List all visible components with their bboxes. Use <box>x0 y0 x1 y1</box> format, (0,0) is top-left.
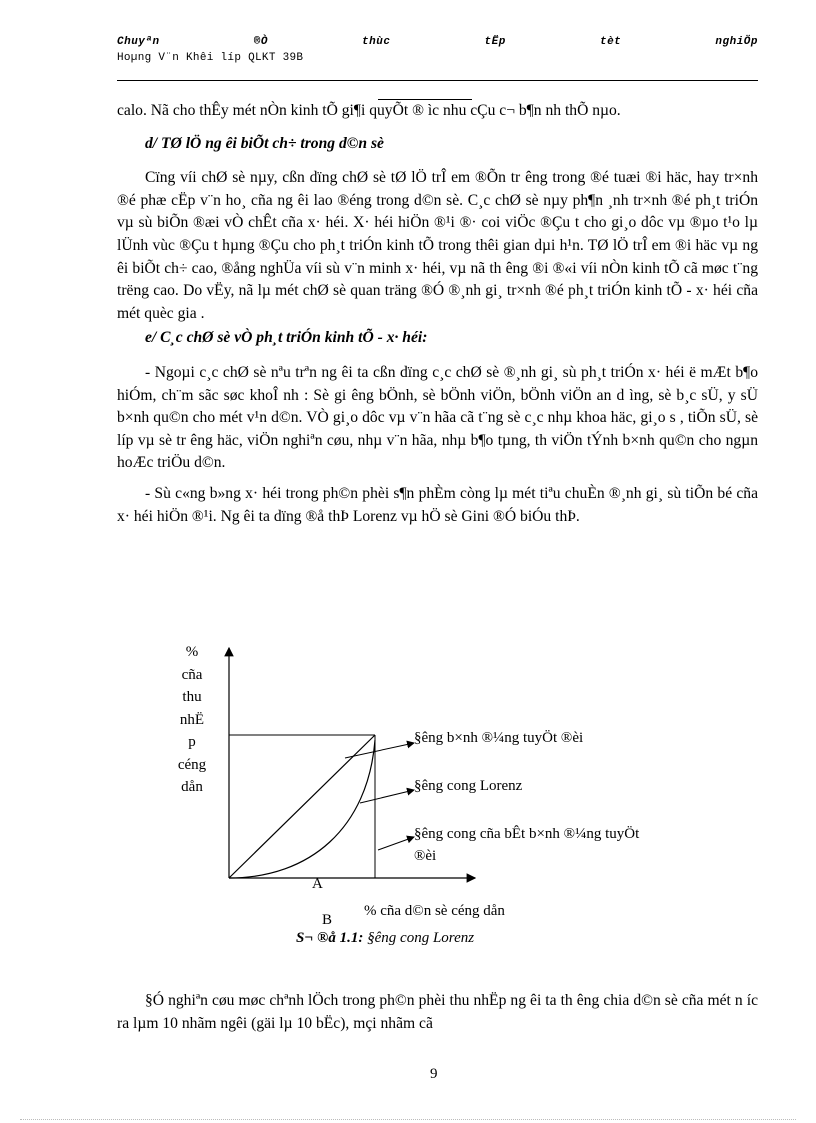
leader-arrow-lorenz <box>360 790 414 803</box>
header-word: tËp <box>484 36 506 48</box>
leader-arrow-equality <box>345 743 414 758</box>
point-b-label: B <box>322 912 333 928</box>
legend-inequality-curve-cont: ®èi <box>414 848 437 864</box>
section-heading-e: e/ C¸c chØ sè vÒ ph¸t triÓn kinh tÕ - x· héi: <box>145 329 428 347</box>
page-header <box>117 36 758 64</box>
legend-equality-line: §êng b×nh ®¼ng tuyÖt ®èi <box>414 730 584 746</box>
paragraph: calo. Nã cho thÊy mét nÒn kinh tÕ gi¶i quyÕt ® ìc nhu cÇu c¬ b¶n nh thÕ nµo. <box>117 102 621 119</box>
y-label-line: % <box>185 644 199 660</box>
section-heading-d: d/ TØ lÖ ng êi biÕt ch÷ trong d©n sè <box>145 134 384 152</box>
header-divider <box>117 80 758 81</box>
caption-text: §êng cong Lorenz <box>363 930 475 946</box>
figure-x-axis-label: % cña d©n sè céng dån <box>364 903 505 919</box>
body-text <box>117 100 758 528</box>
legend-lorenz-curve: §êng cong Lorenz <box>414 778 523 794</box>
y-label-line: p <box>188 734 196 750</box>
paragraph: Cïng víi chØ sè nµy, cßn dïng chØ sè tØ lÖ trÎ em ®Õn tr êng trong ®é tuæi ®i häc, hay tr×nh ®é phæ cËp v¨n ho¸ cña ng êi lao ®éng trong d©n sè. C¸c chØ sè nµy ph¶n ¸nh tr×nh ®é ph¸t triÓn vµ sù biÕn ®æi vÒ chÊt cña x· héi. X· héi hiÖn ®¹i ®· coi viÖc ®Çu t cho gi¸o dôc vµ ®µo t¹o lµ lÜnh vùc ®Çu t hµng ®Çu cho ph¸t triÓn kinh tÕ trong thêi gian dµi h¹n. TØ lÖ trÎ em ®i häc vµ ng êi biÕt ch÷ cao, ®ång nghÜa víi sù v¨n minh x· héi, vµ nã th êng ®i ®«i víi nÒn kinh tÕ cã møc t¨ng trëng cao. Do vËy, nã lµ mét chØ sè quan träng ®Ó ®¸nh gi¸ tr×nh ®é ph¸t triÓn kinh tÕ - x· héi cña mét quèc gia . <box>117 169 758 322</box>
figure-caption <box>296 930 474 947</box>
header-word: Chuyªn <box>117 36 160 48</box>
header-word: ®Ò <box>253 36 268 48</box>
body-text-bottom <box>117 990 758 1035</box>
legend-inequality-curve: §êng cong cña bÊt b×nh ®¼ng tuyÖt <box>414 826 640 842</box>
header-word: nghiÖp <box>715 36 758 48</box>
y-label-line: céng <box>177 756 207 773</box>
header-word: tèt <box>599 36 622 48</box>
paragraph: - Sù c«ng b»ng x· héi trong ph©n phèi s¶n phÈm còng lµ mét tiªu chuÈn ®¸nh gi¸ sù tiÕn bé cña x· héi hiÖn ®¹i. Ng êi ta dïng ®å thÞ Lorenz vµ hÖ sè Gini ®Ó biÓu thÞ. <box>117 484 758 525</box>
paragraph: - Ngoµi c¸c chØ sè nªu trªn ng êi ta cßn dïng c¸c chØ sè ®¸nh gi¸ sù ph¸t triÓn x· héi ë mÆt b¶o hiÓm, ch¨m sãc søc khoÎ nh : Sè gi êng bÖnh, sè bÖnh viÖn, bÖnh viÖn an d ìng, sè b¸c sÜ, y sÜ b×nh qu©n cho mét v¹n d©n. VÒ gi¸o dôc vµ v¨n hãa cã t¨ng sè c¸c nhµ khoa häc, gi¸o s , tiÕn sÜ, sè líp vµ sè tr êng häc, viÖn nghiªn cøu, nhµ v¨n hãa, nhµ b¶o tµng, th viÖn tÝnh b×nh qu©n cho ngµn hoÆc triÖu d©n. <box>117 363 758 472</box>
y-label-line: nhË <box>179 711 205 728</box>
paragraph: §Ó nghiªn cøu møc chªnh lÖch trong ph©n phèi thu nhËp ng êi ta th êng chia d©n sè cña mét n íc ra lµm 10 nhãm ngêi (gäi lµ 10 bËc), mçi nhãm cã <box>117 992 758 1032</box>
header-word: thùc <box>362 36 391 48</box>
header-title <box>117 36 758 48</box>
header-author: Hoµng V¨n Khêi líp QLKT 39B <box>117 52 304 64</box>
page-number: 9 <box>430 1066 438 1082</box>
caption-prefix: S¬ ®å 1.1: <box>296 930 364 946</box>
leader-arrow-inequality <box>378 837 414 850</box>
point-a-label: A <box>312 876 323 892</box>
page-bottom-edge <box>20 1119 796 1120</box>
y-label-line: cña <box>181 666 203 683</box>
y-label-line: thu <box>182 689 202 705</box>
y-label-line: dån <box>181 779 203 795</box>
